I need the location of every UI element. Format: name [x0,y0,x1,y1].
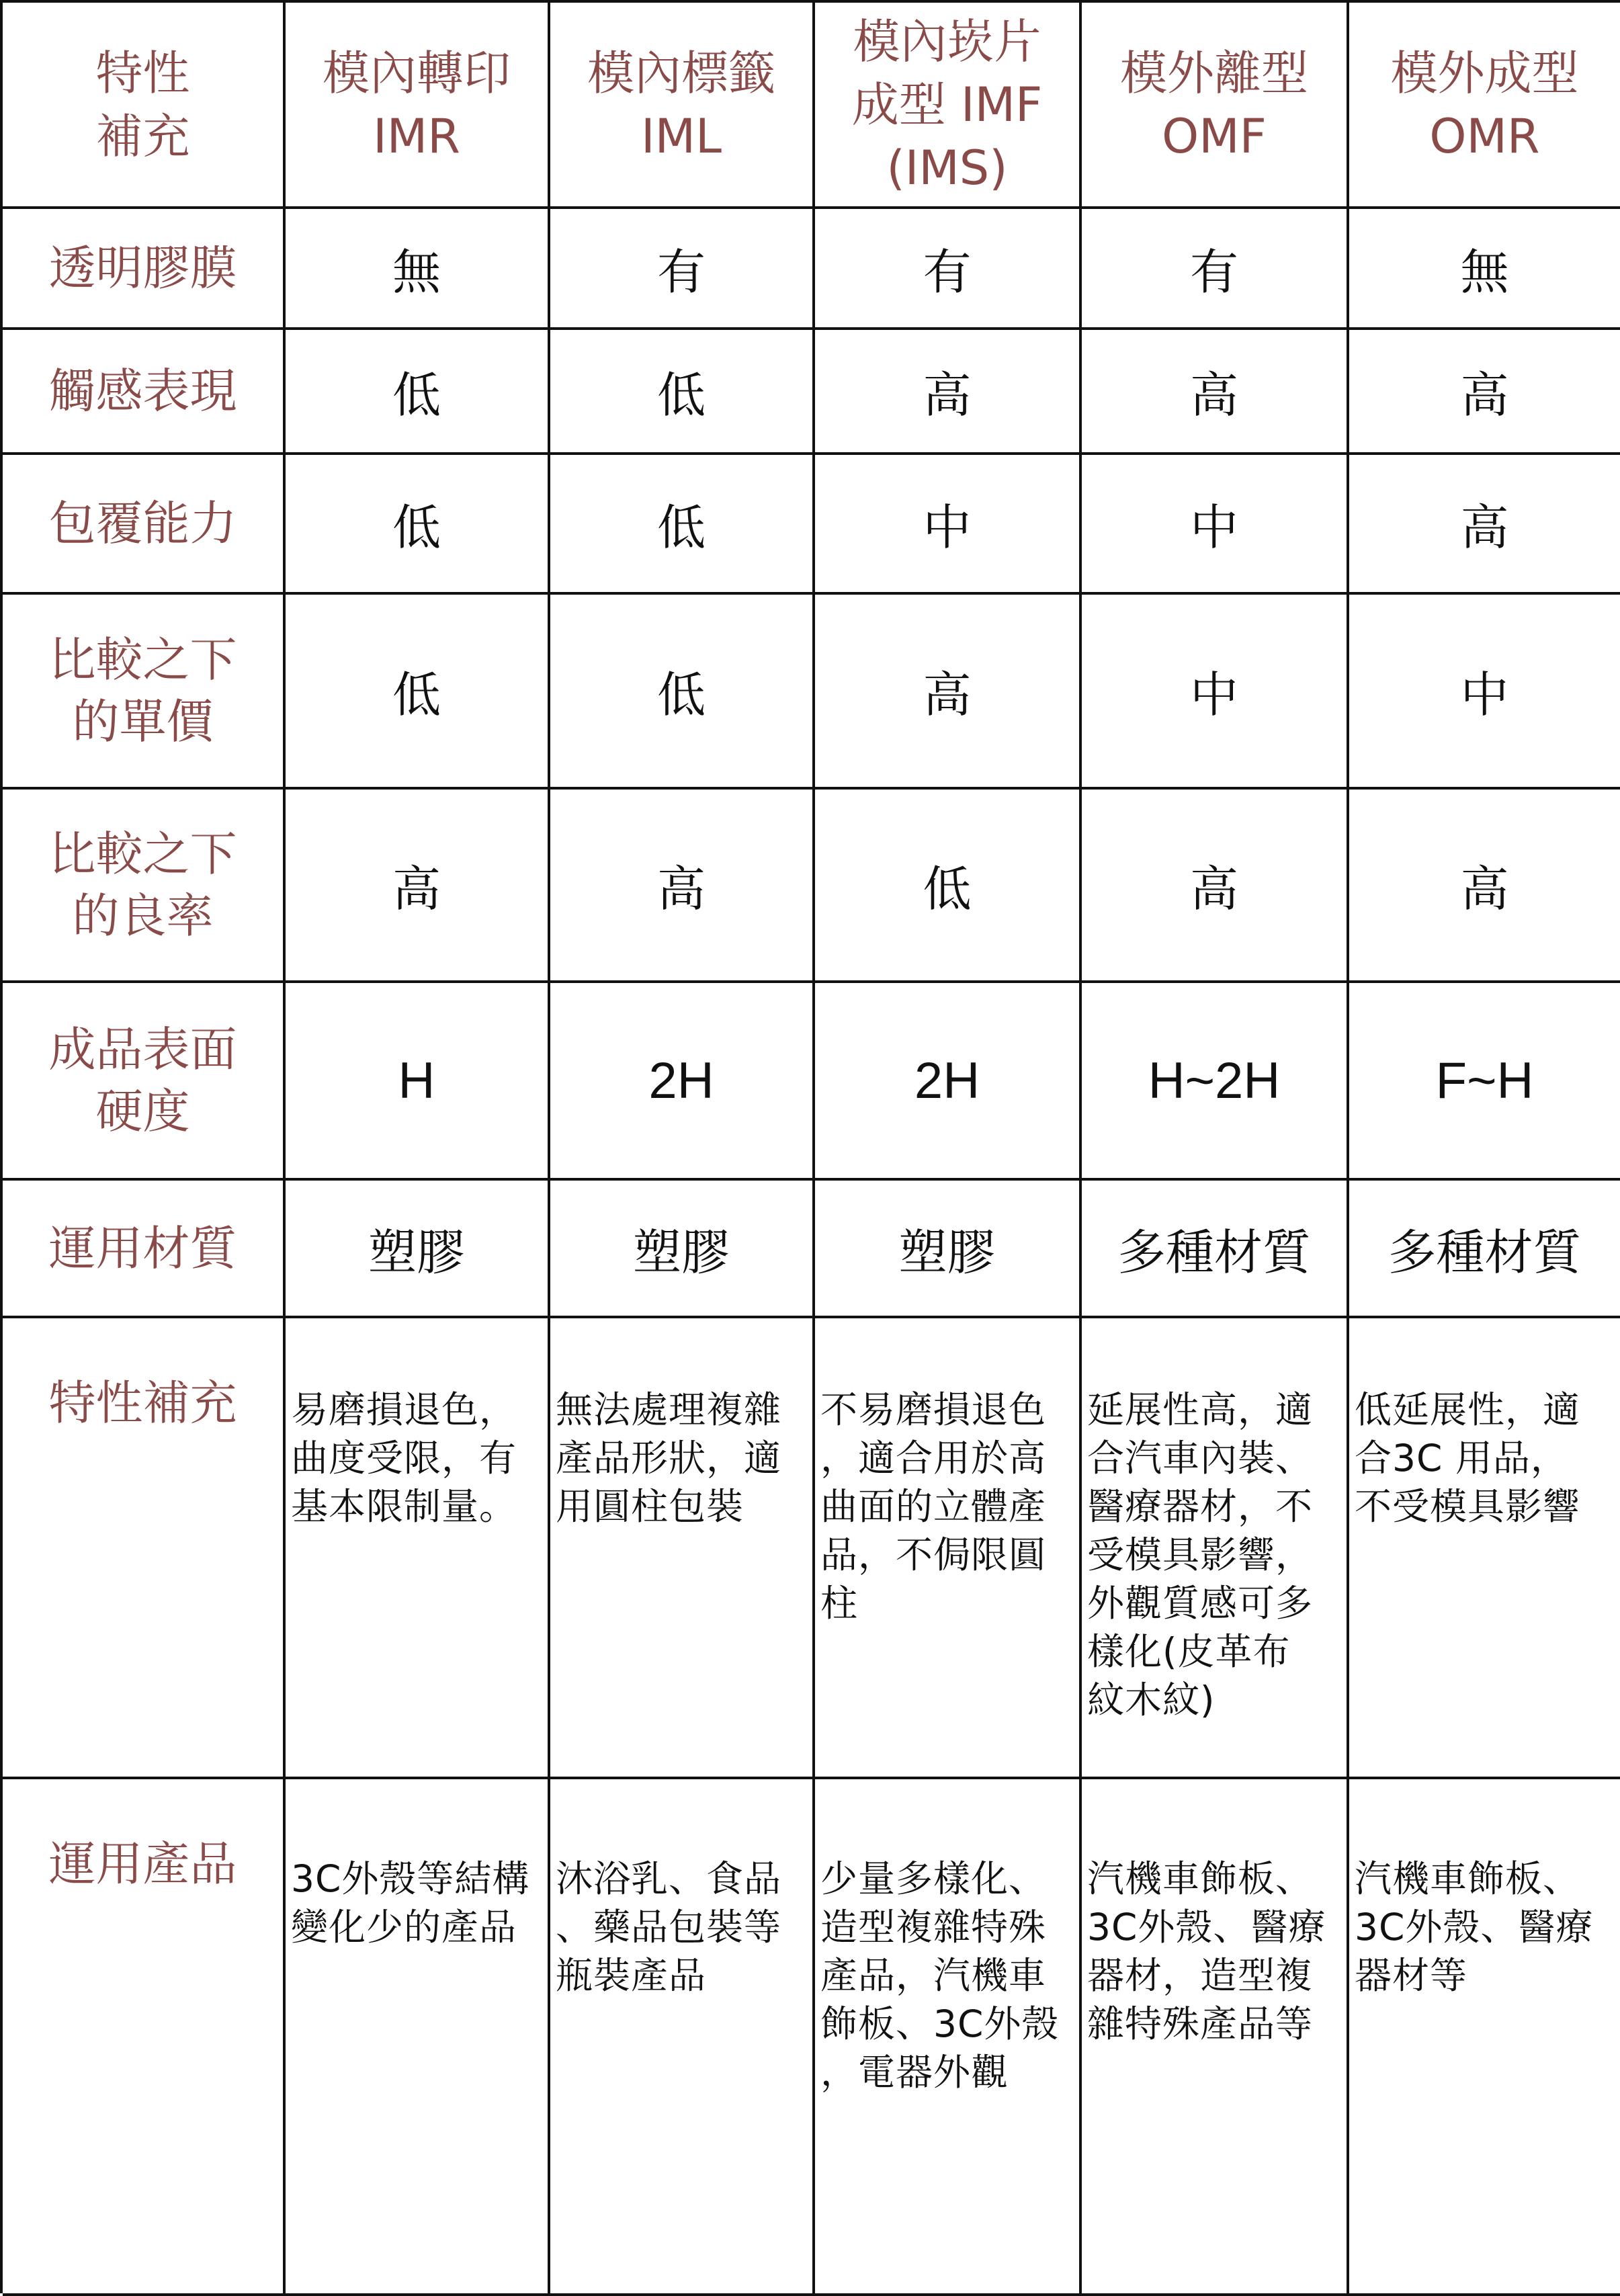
cell-notes-omf: 延展性高，適 合汽車內裝、 醫療器材，不 受模具影響， 外觀質感可多 樣化(皮革布 紋木紋) [1082,1318,1349,1779]
row-label-hardness: 成品表面 硬度 [3,983,286,1181]
cell-yield-imr: 高 [286,790,550,983]
cell-products-omr: 汽機車飾板、 3C外殼、醫療 器材等 [1349,1779,1620,2296]
cell-unit-price-omr: 中 [1349,595,1620,790]
cell-material-omr: 多種材質 [1349,1181,1620,1318]
cell-touch-omr: 高 [1349,330,1620,455]
header-omr: 模外成型 OMR [1349,3,1620,209]
cell-unit-price-imr: 低 [286,595,550,790]
cell-unit-price-omf: 中 [1082,595,1349,790]
row-label-material: 運用材質 [3,1181,286,1318]
cell-notes-imf: 不易磨損退色 ，適合用於高 曲面的立體產 品，不侷限圓 柱 [815,1318,1082,1779]
cell-transparent-film-omr: 無 [1349,209,1620,330]
row-label-yield: 比較之下 的良率 [3,790,286,983]
header-imf: 模內崁片 成型 IMF (IMS) [815,3,1082,209]
cell-yield-omr: 高 [1349,790,1620,983]
cell-products-imr: 3C外殼等結構 變化少的產品 [286,1779,550,2296]
row-label-touch: 觸感表現 [3,330,286,455]
cell-transparent-film-imf: 有 [815,209,1082,330]
cell-notes-iml: 無法處理複雜 產品形狀，適 用圓柱包裝 [550,1318,815,1779]
cell-notes-imr: 易磨損退色， 曲度受限，有 基本限制量。 [286,1318,550,1779]
row-label-transparent-film: 透明膠膜 [3,209,286,330]
cell-hardness-iml: 2H [550,983,815,1181]
cell-transparent-film-omf: 有 [1082,209,1349,330]
cell-unit-price-imf: 高 [815,595,1082,790]
cell-products-imf: 少量多樣化、 造型複雜特殊 產品，汽機車 飾板、3C外殼 ，電器外觀 [815,1779,1082,2296]
cell-coverage-omf: 中 [1082,455,1349,595]
cell-touch-imf: 高 [815,330,1082,455]
header-corner: 特性 補充 [3,3,286,209]
cell-hardness-imf: 2H [815,983,1082,1181]
cell-hardness-omf: H~2H [1082,983,1349,1181]
cell-touch-omf: 高 [1082,330,1349,455]
cell-transparent-film-imr: 無 [286,209,550,330]
header-imr: 模內轉印 IMR [286,3,550,209]
row-label-products: 運用產品 [3,1779,286,2296]
cell-yield-omf: 高 [1082,790,1349,983]
cell-yield-imf: 低 [815,790,1082,983]
row-label-unit-price: 比較之下 的單價 [3,595,286,790]
cell-touch-imr: 低 [286,330,550,455]
cell-products-iml: 沐浴乳、食品 、藥品包裝等 瓶裝產品 [550,1779,815,2296]
cell-transparent-film-iml: 有 [550,209,815,330]
cell-hardness-omr: F~H [1349,983,1620,1181]
cell-coverage-imf: 中 [815,455,1082,595]
header-iml: 模內標籤 IML [550,3,815,209]
cell-notes-omr: 低延展性，適 合3C 用品， 不受模具影響 [1349,1318,1620,1779]
cell-material-imf: 塑膠 [815,1181,1082,1318]
cell-unit-price-iml: 低 [550,595,815,790]
cell-coverage-iml: 低 [550,455,815,595]
cell-material-omf: 多種材質 [1082,1181,1349,1318]
cell-products-omf: 汽機車飾板、 3C外殼、醫療 器材，造型複 雜特殊產品等 [1082,1779,1349,2296]
cell-touch-iml: 低 [550,330,815,455]
cell-yield-iml: 高 [550,790,815,983]
cell-material-imr: 塑膠 [286,1181,550,1318]
row-label-coverage: 包覆能力 [3,455,286,595]
row-label-notes: 特性補充 [3,1318,286,1779]
cell-material-iml: 塑膠 [550,1181,815,1318]
cell-coverage-omr: 高 [1349,455,1620,595]
header-omf: 模外離型 OMF [1082,3,1349,209]
cell-hardness-imr: H [286,983,550,1181]
cell-coverage-imr: 低 [286,455,550,595]
